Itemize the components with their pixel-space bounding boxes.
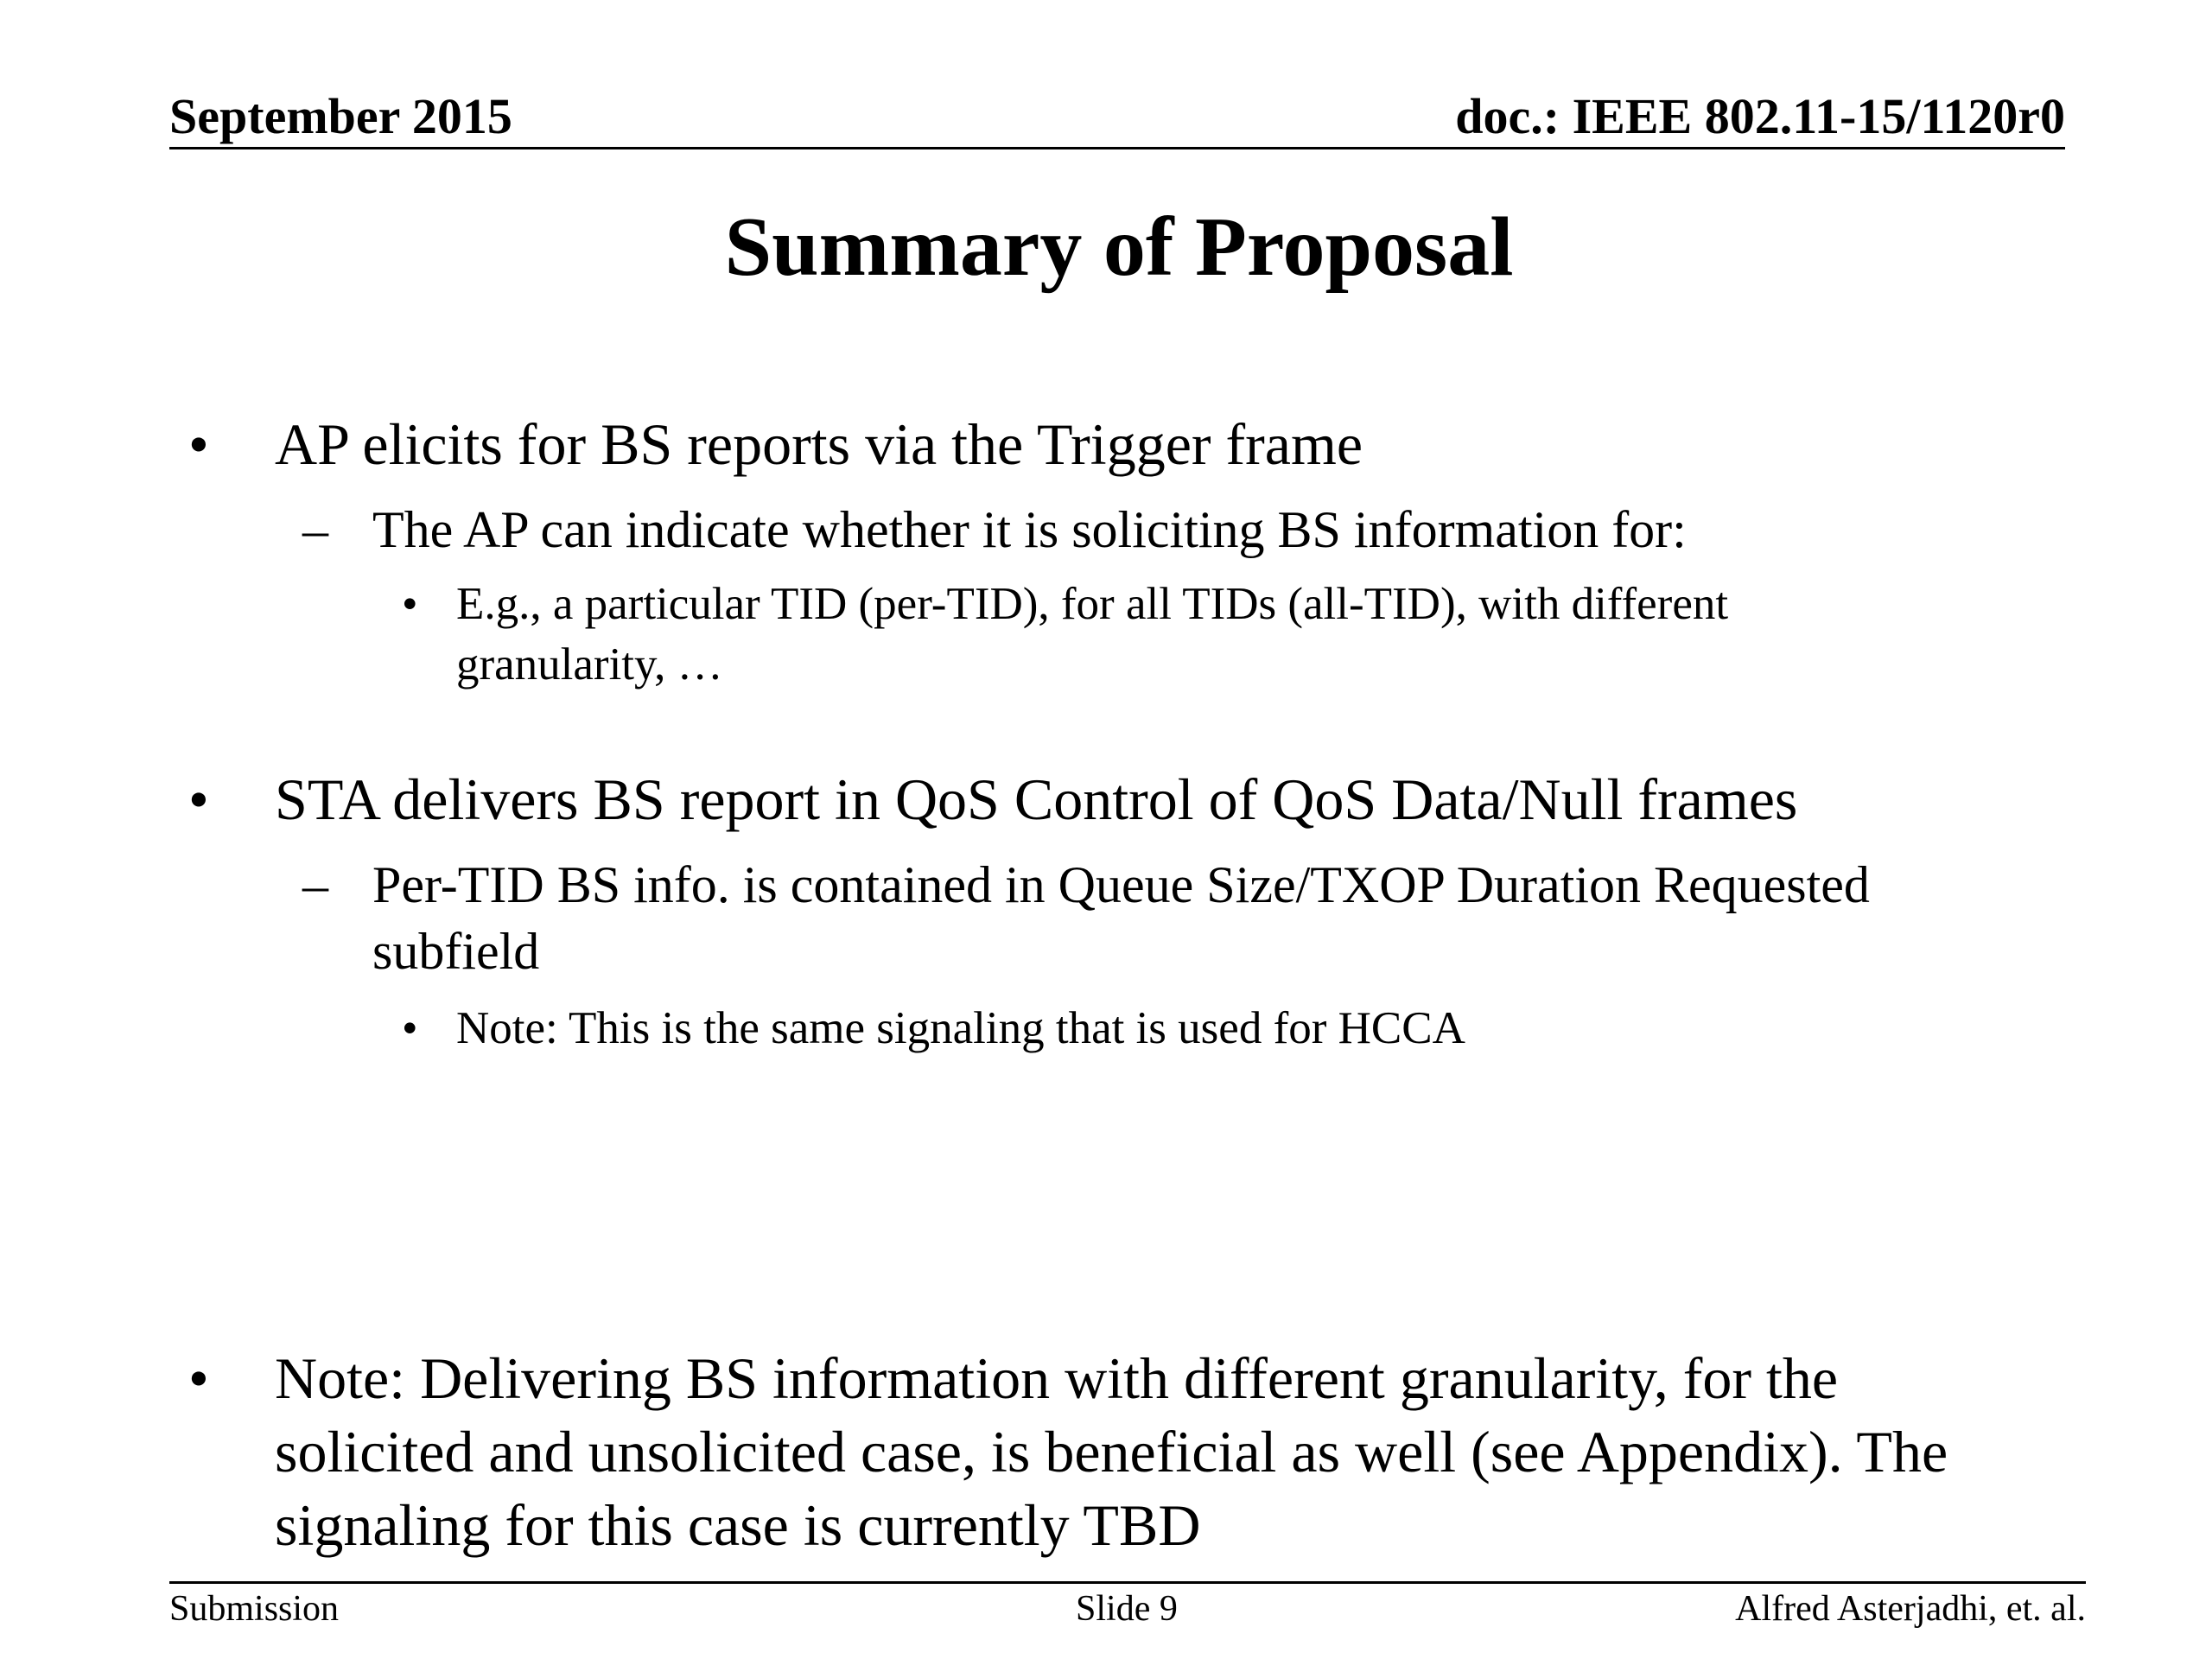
- bullet-1-1-1-line2: granularity, …: [456, 639, 723, 690]
- footer-author: Alfred Asterjadhi, et. al.: [1735, 1589, 2086, 1629]
- bullet-2-1-marker: –: [302, 856, 328, 913]
- footer-slide-number: Slide 9: [1076, 1589, 1178, 1629]
- bullet-3-marker: •: [188, 1345, 209, 1411]
- slide-title: Summary of Proposal: [724, 200, 1514, 294]
- bullet-1-1-marker: –: [302, 501, 328, 558]
- bullet-3-line3: signaling for this case is currently TBD: [275, 1492, 1201, 1558]
- bullet-2-1-1-marker: •: [402, 1003, 418, 1053]
- header-divider: [169, 147, 2065, 149]
- bullet-2-text: STA delivers BS report in QoS Control of QoS Data/Null frames: [275, 766, 1798, 832]
- bullet-3-line1: Note: Delivering BS information with different granularity, for the: [275, 1345, 1839, 1411]
- bullet-1-1-1-line1: E.g., a particular TID (per-TID), for all TIDs (all-TID), with different: [456, 579, 1729, 629]
- bullet-1-text: AP elicits for BS reports via the Trigger frame: [275, 411, 1363, 477]
- bullet-2-1-line1: Per-TID BS info. is contained in Queue Size/TXOP Duration Requested: [372, 856, 1870, 913]
- footer-submission: Submission: [169, 1589, 340, 1629]
- bullet-1-marker: •: [188, 411, 209, 477]
- footer-divider: [169, 1581, 2086, 1584]
- header-doc-id: doc.: IEEE 802.11-15/1120r0: [1455, 88, 2065, 144]
- bullet-2-1-line2: subfield: [372, 923, 540, 980]
- bullet-1-1-text: The AP can indicate whether it is soliciting BS information for:: [372, 501, 1687, 558]
- bullet-3-line2: solicited and unsolicited case, is beneficial as well (see Appendix). The: [275, 1419, 1948, 1484]
- bullet-1-1-1-marker: •: [402, 579, 418, 629]
- bullet-2-1-1-text: Note: This is the same signaling that is used for HCCA: [456, 1003, 1465, 1053]
- header-date: September 2015: [169, 88, 512, 144]
- bullet-2-marker: •: [188, 766, 209, 832]
